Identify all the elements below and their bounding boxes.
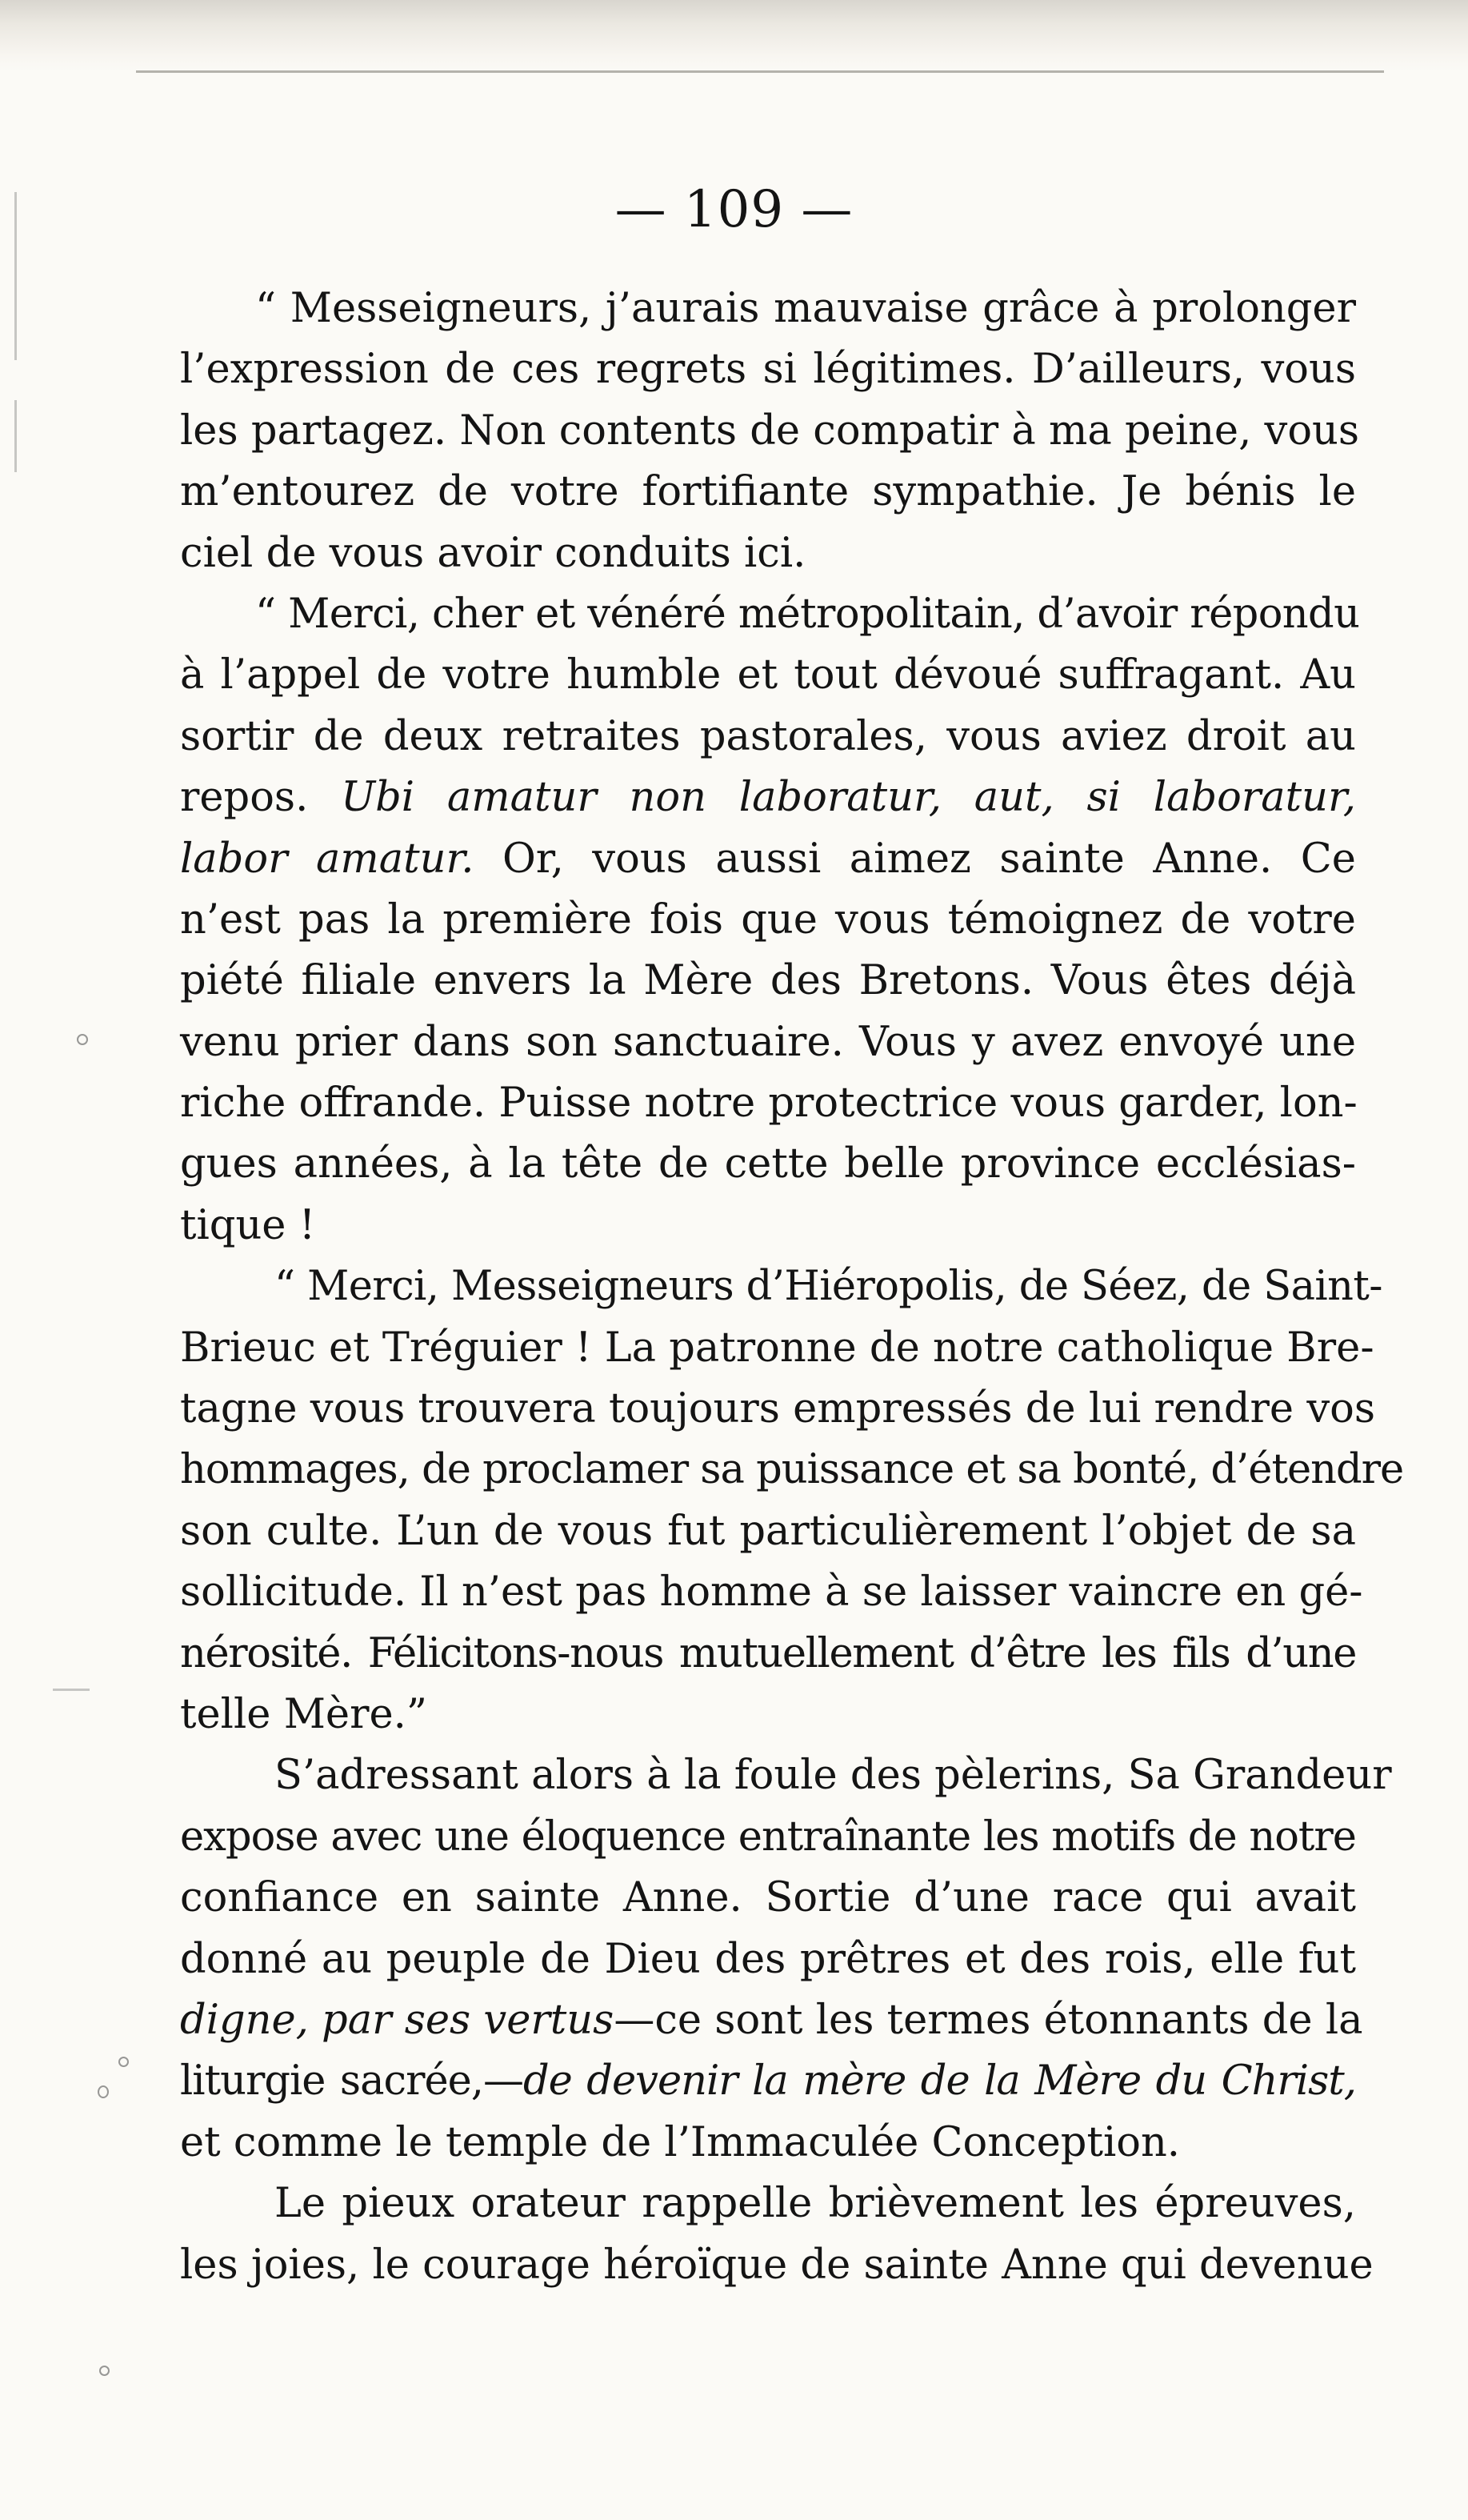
margin-mark	[14, 400, 17, 472]
text-line: digne, par ses vertus—ce sont les termes étonnants de la	[180, 1996, 1363, 2044]
text-line: l’expression de ces regrets si légitimes. D’ailleurs, vous	[180, 346, 1356, 394]
text-line: Brieuc et Tréguier ! La patronne de notre catholique Bre-	[180, 1324, 1374, 1372]
text-line: expose avec une éloquence entraînante les motifs de notre	[180, 1813, 1356, 1861]
text-line: labor amatur. Or, vous aussi aimez sainte Anne. Ce	[180, 835, 1356, 883]
text-line: m’entourez de votre fortifiante sympathie. Je bénis le	[180, 468, 1356, 516]
text-line: confiance en sainte Anne. Sortie d’une race qui avait	[180, 1874, 1356, 1922]
paper-speck	[77, 1034, 88, 1045]
text-line: piété filiale envers la Mère des Bretons. Vous êtes déjà	[180, 957, 1356, 1005]
body-text	[180, 278, 1404, 2296]
latin-quote: Ubi amatur non laboratur, aut, si laboratur,	[341, 774, 1356, 822]
paper-speck	[118, 2057, 129, 2067]
italic-phrase: de devenir la mère de la Mère du Christ,	[523, 2057, 1357, 2105]
italic-phrase: digne, par ses vertus	[180, 1996, 614, 2044]
text-line: hommages, de proclamer sa puissance et sa bonté, d’étendre	[180, 1446, 1404, 1494]
page-number: — 109 —	[614, 180, 854, 239]
text-line: riche offrande. Puisse notre protectrice vous garder, lon-	[180, 1080, 1358, 1128]
text-line: S’adressant alors à la foule des pèlerins, Sa Grandeur	[274, 1752, 1392, 1800]
text-line: donné au peuple de Dieu des prêtres et des rois, elle fut	[180, 1935, 1356, 1983]
text-line: ciel de vous avoir conduits ici.	[180, 529, 806, 577]
paper-speck	[98, 2085, 109, 2098]
text-line: venu prier dans son sanctuaire. Vous y avez envoyé une	[180, 1018, 1356, 1066]
margin-mark	[14, 192, 17, 360]
text-line: n’est pas la première fois que vous témoignez de votre	[180, 895, 1356, 943]
page-top-edge	[0, 0, 1468, 72]
text-line: liturgie sacrée,—de devenir la mère de la Mère du Christ,	[180, 2057, 1357, 2105]
top-rule	[136, 70, 1384, 73]
text-line: et comme le temple de l’Immaculée Conception.	[180, 2118, 1181, 2166]
text-line: à l’appel de votre humble et tout dévoué suffragant. Au	[180, 651, 1356, 699]
paper-speck	[99, 2366, 110, 2376]
text-line: “ Merci, Messeigneurs d’Hiéropolis, de Séez, de Saint-	[274, 1263, 1382, 1311]
text-line: “ Merci, cher et vénéré métropolitain, d’avoir répondu	[255, 590, 1360, 638]
text-line: telle Mère.”	[180, 1690, 427, 1738]
text-line: sortir de deux retraites pastorales, vous aviez droit au	[180, 712, 1356, 760]
text-line: les partagez. Non contents de compatir à ma peine, vous	[180, 407, 1360, 455]
text-line: repos. Ubi amatur non laboratur, aut, si laboratur,	[180, 774, 1356, 822]
text-line: “ Messeigneurs, j’aurais mauvaise grâce à prolonger	[255, 285, 1356, 332]
text-line: nérosité. Félicitons-nous mutuellement d’être les fils d’une	[180, 1629, 1356, 1677]
text-line: Le pieux orateur rappelle brièvement les épreuves,	[274, 2180, 1356, 2228]
text-line: les joies, le courage héroïque de sainte Anne qui devenue	[180, 2241, 1374, 2289]
text-line: son culte. L’un de vous fut particulièrement l’objet de sa	[180, 1507, 1356, 1555]
text-line: sollicitude. Il n’est pas homme à se laisser vaincre en gé-	[180, 1568, 1363, 1617]
text-line: tique !	[180, 1201, 316, 1249]
text-line: tagne vous trouvera toujours empressés de lui rendre vos	[180, 1385, 1376, 1433]
text-line: gues années, à la tête de cette belle province ecclésias-	[180, 1140, 1356, 1188]
margin-mark	[53, 1689, 90, 1691]
latin-quote: labor amatur.	[180, 835, 474, 883]
